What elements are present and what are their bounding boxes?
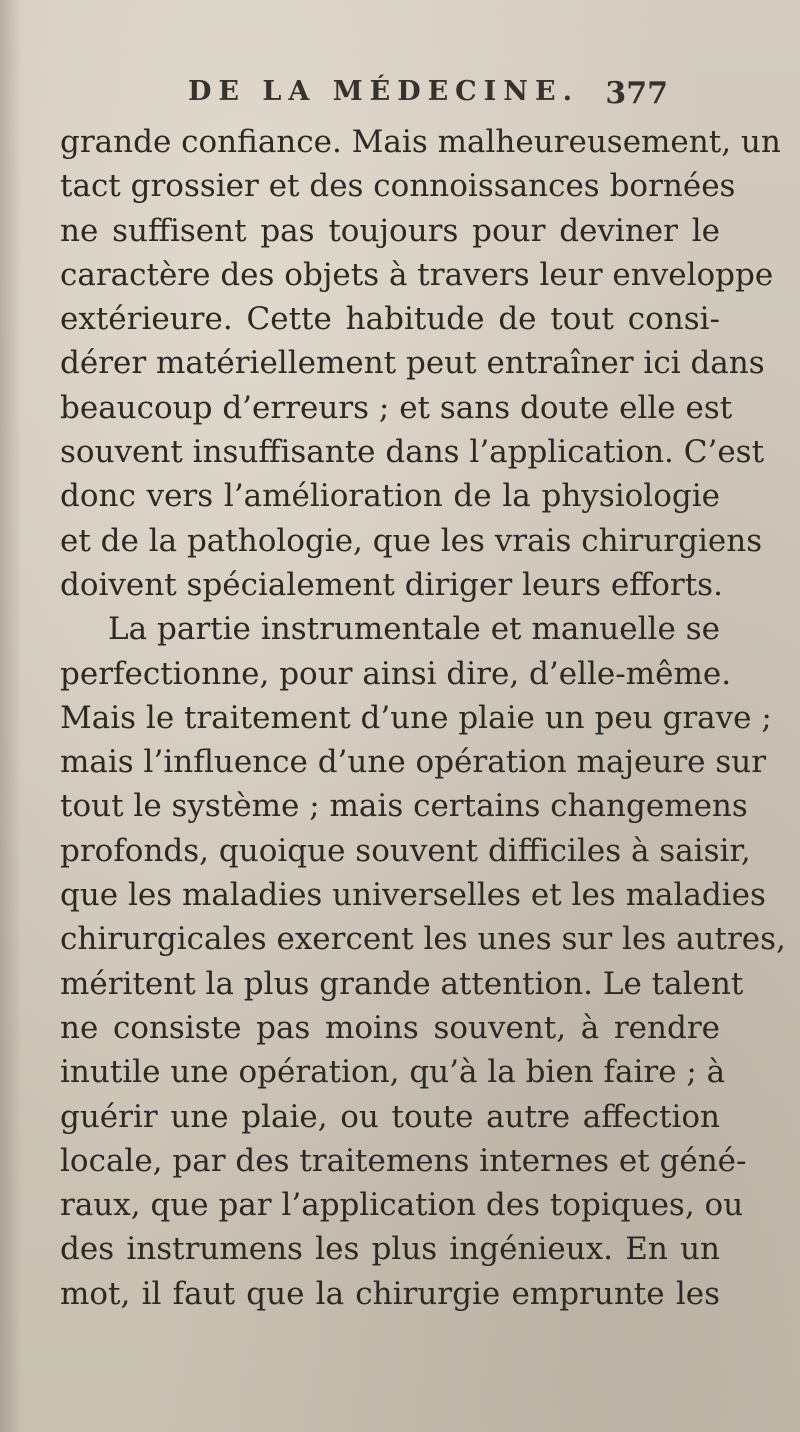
text-line: inutile une opération, qu’à la bien faire ; à bbox=[60, 1054, 726, 1091]
text-line: et de la pathologie, que les vrais chirurgiens bbox=[60, 522, 763, 559]
text-line: mais l’influence d’une opération majeure sur bbox=[60, 744, 767, 781]
text-line: tout le système ; mais certains changemens bbox=[60, 788, 748, 825]
text-line: que les maladies universelles et les maladies bbox=[60, 877, 766, 914]
text-line: tact grossier et des connoissances bornées bbox=[60, 168, 736, 205]
text-line: profonds, quoique souvent difficiles à saisir, bbox=[60, 832, 751, 869]
text-line: locale, par des traitemens internes et géné- bbox=[60, 1142, 747, 1179]
text-line: méritent la plus grande attention. Le talent bbox=[60, 965, 744, 1002]
text-line: souvent insuffisante dans l’application. C’est bbox=[60, 434, 765, 471]
text-line: doivent spécialement diriger leurs efforts. bbox=[60, 566, 723, 603]
text-line: guérir une plaie, ou toute autre affection bbox=[60, 1098, 720, 1135]
text-line: perfectionne, pour ainsi dire, d’elle-même. bbox=[60, 655, 732, 692]
text-line: mot, il faut que la chirurgie emprunte les bbox=[60, 1275, 720, 1312]
body-text bbox=[60, 120, 786, 1316]
text-line: grande confiance. Mais malheureusement, un bbox=[60, 124, 781, 160]
text-line: raux, que par l’application des topiques, ou bbox=[60, 1187, 744, 1224]
page-number: 377 bbox=[605, 76, 668, 111]
text-line: ne consiste pas moins souvent, à rendre bbox=[60, 1009, 720, 1046]
text-line: donc vers l’amélioration de la physiologie bbox=[60, 478, 720, 515]
text-line: ne suffisent pas toujours pour deviner le bbox=[60, 212, 720, 249]
text-line: Mais le traitement d’une plaie un peu grave ; bbox=[60, 699, 772, 736]
text-line: des instrumens les plus ingénieux. En un bbox=[60, 1231, 720, 1268]
page-header bbox=[188, 76, 668, 124]
text-line: chirurgicales exercent les unes sur les autres, bbox=[60, 921, 786, 958]
text-line: caractère des objets à travers leur enveloppe bbox=[60, 256, 774, 293]
text-line: La partie instrumentale et manuelle se bbox=[108, 611, 720, 648]
text-line: beaucoup d’erreurs ; et sans doute elle est bbox=[60, 389, 733, 426]
running-title: DE LA MÉDECINE. bbox=[188, 76, 579, 107]
text-line: extérieure. Cette habitude de tout consi- bbox=[60, 301, 720, 338]
text-line: dérer matériellement peut entraîner ici dans bbox=[60, 345, 765, 382]
